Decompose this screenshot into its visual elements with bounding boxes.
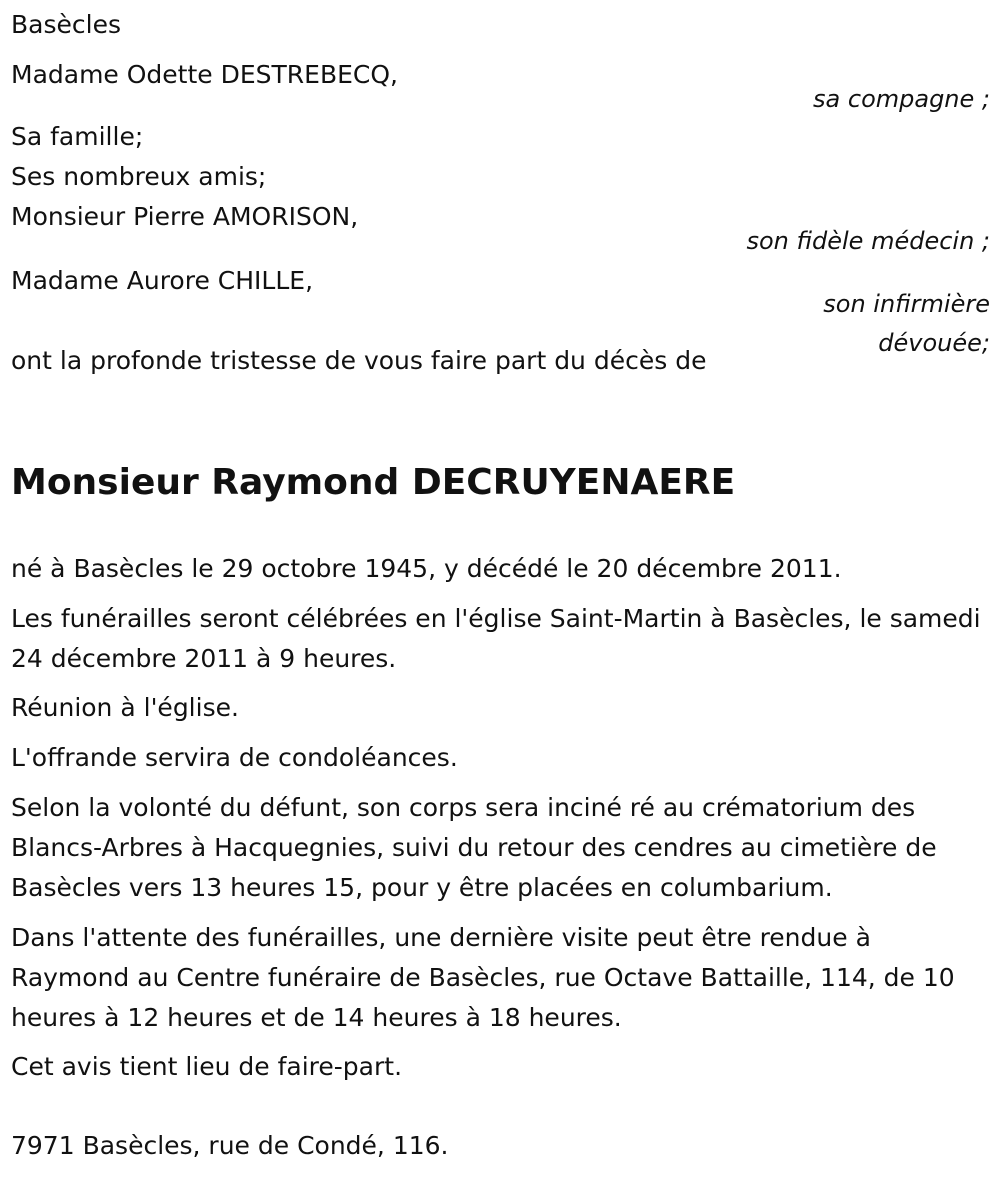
mourner-friends: Ses nombreux amis;	[11, 162, 267, 191]
funeral-details: Les funérailles seront célébrées en l'église Saint-Martin à Basècles, le samedi 24 décembre 2011 à 9 heures.	[11, 604, 981, 673]
birth-death-dates: né à Basècles le 29 octobre 1945, y décédé le 20 décembre 2011.	[11, 554, 842, 583]
announcement-text: ont la profonde tristesse de vous faire part du décès de	[11, 346, 707, 375]
offering-note: L'offrande servira de condoléances.	[11, 743, 458, 772]
mourner-companion-role: sa compagne ;	[813, 85, 990, 113]
family-address: 7971 Basècles, rue de Condé, 116.	[11, 1131, 449, 1160]
locality-header: Basècles	[11, 10, 121, 39]
mourner-doctor-role: son fidèle médecin ;	[746, 227, 990, 255]
deceased-name: Monsieur Raymond DECRUYENAERE	[11, 462, 736, 503]
notice-statement: Cet avis tient lieu de faire-part.	[11, 1052, 403, 1081]
mourner-nurse-role-line1: son infirmière	[823, 290, 990, 318]
mourner-doctor: Monsieur Pierre AMORISON,	[11, 202, 359, 231]
cremation-details: Selon la volonté du défunt, son corps sera inciné ré au crématorium des Blancs-Arbres à Hacquegnies, suivi du retour des cendres au cimetière de Basècles vers 13 heures 15, pour y être placées en columbarium.	[11, 793, 937, 902]
visitation-details: Dans l'attente des funérailles, une dernière visite peut être rendue à Raymond au Centre funéraire de Basècles, rue Octave Battaille, 114, de 10 heures à 12 heures et de 14 heures à 18 heures.	[11, 923, 955, 1032]
mourner-nurse-role-line2: dévouée;	[878, 329, 990, 357]
mourner-family: Sa famille;	[11, 122, 144, 151]
meeting-place: Réunion à l'église.	[11, 693, 239, 722]
mourner-nurse: Madame Aurore CHILLE,	[11, 266, 314, 295]
mourner-companion: Madame Odette DESTREBECQ,	[11, 60, 398, 89]
